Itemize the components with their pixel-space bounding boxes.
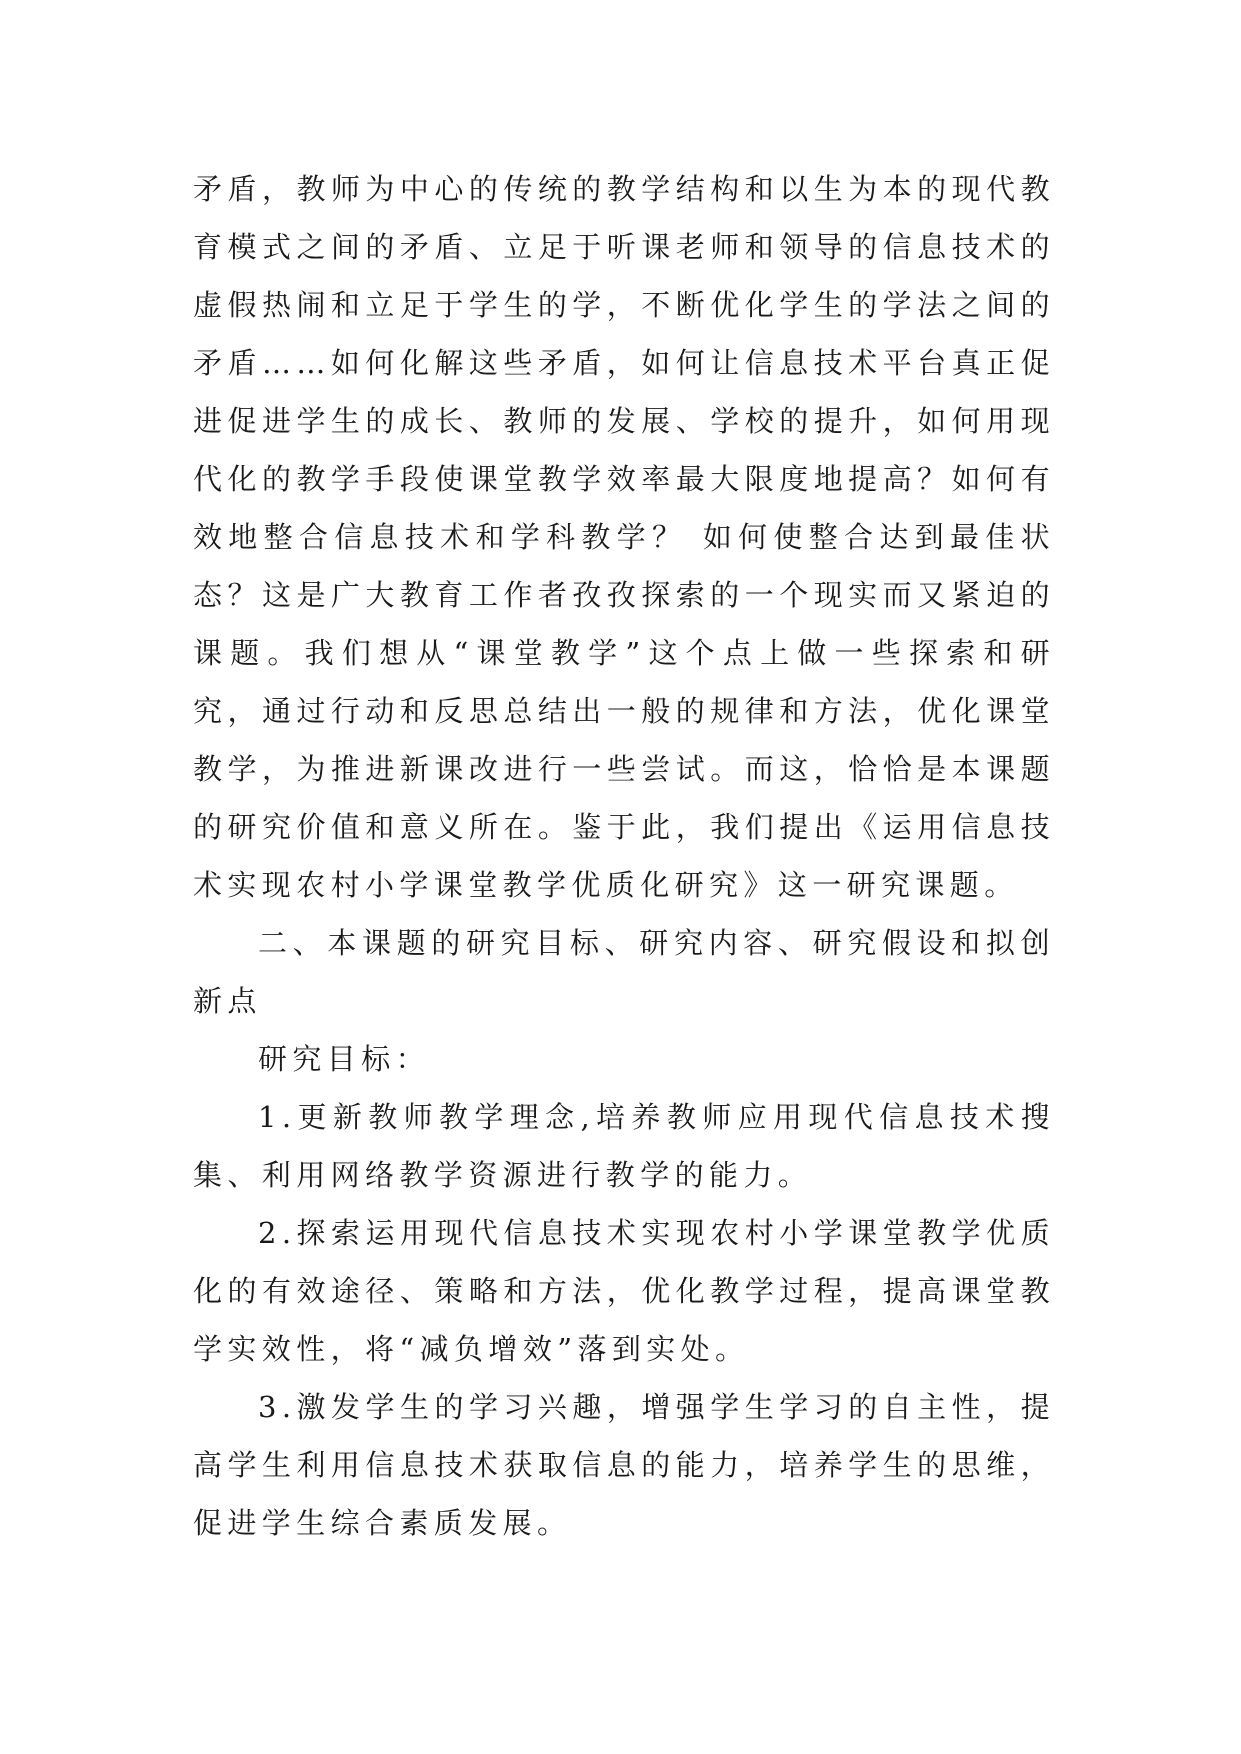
paragraph-continuation: 矛盾，教师为中心的传统的教学结构和以生为本的现代教育模式之间的矛盾、立足于听课老师和领导的信息技术的虚假热闹和立足于学生的学，不断优化学生的学法之间的矛盾……如何化解这些矛盾，如何让信息技术平台真正促进促进学生的成长、教师的发展、学校的提升，如何用现代化的教学手段使课堂教学效率最大限度地提高？如何有效地整合信息技术和学科教学？ 如何使整合达到最佳状态？这是广大教育工作者孜孜探索的一个现实而又紧迫的课题。我们想从“课堂教学”这个点上做一些探索和研究，通过行动和反思总结出一般的规律和方法，优化课堂教学，为推进新课改进行一些尝试。而这，恰恰是本课题的研究价值和意义所在。鉴于此，我们提出《运用信息技术实现农村小学课堂教学优质化研究》这一研究课题。 <box>193 172 1055 902</box>
section-heading: 二、本课题的研究目标、研究内容、研究假设和拟创新点 <box>193 926 1055 1018</box>
subheading-research-goals: 研究目标： <box>258 1042 431 1076</box>
goal-item-1: 1.更新教师教学理念,培养教师应用现代信息技术搜集、利用网络教学资源进行教学的能力。 <box>193 1100 1055 1192</box>
goal-item-3: 3.激发学生的学习兴趣，增强学生学习的自主性，提高学生利用信息技术获取信息的能力，培养学生的思维，促进学生综合素质发展。 <box>193 1390 1055 1540</box>
goal-item-2: 2.探索运用现代信息技术实现农村小学课堂教学优质化的有效途径、策略和方法，优化教学过程，提高课堂教学实效性，将“减负增效”落到实处。 <box>193 1216 1055 1366</box>
document-body <box>193 160 1055 1552</box>
